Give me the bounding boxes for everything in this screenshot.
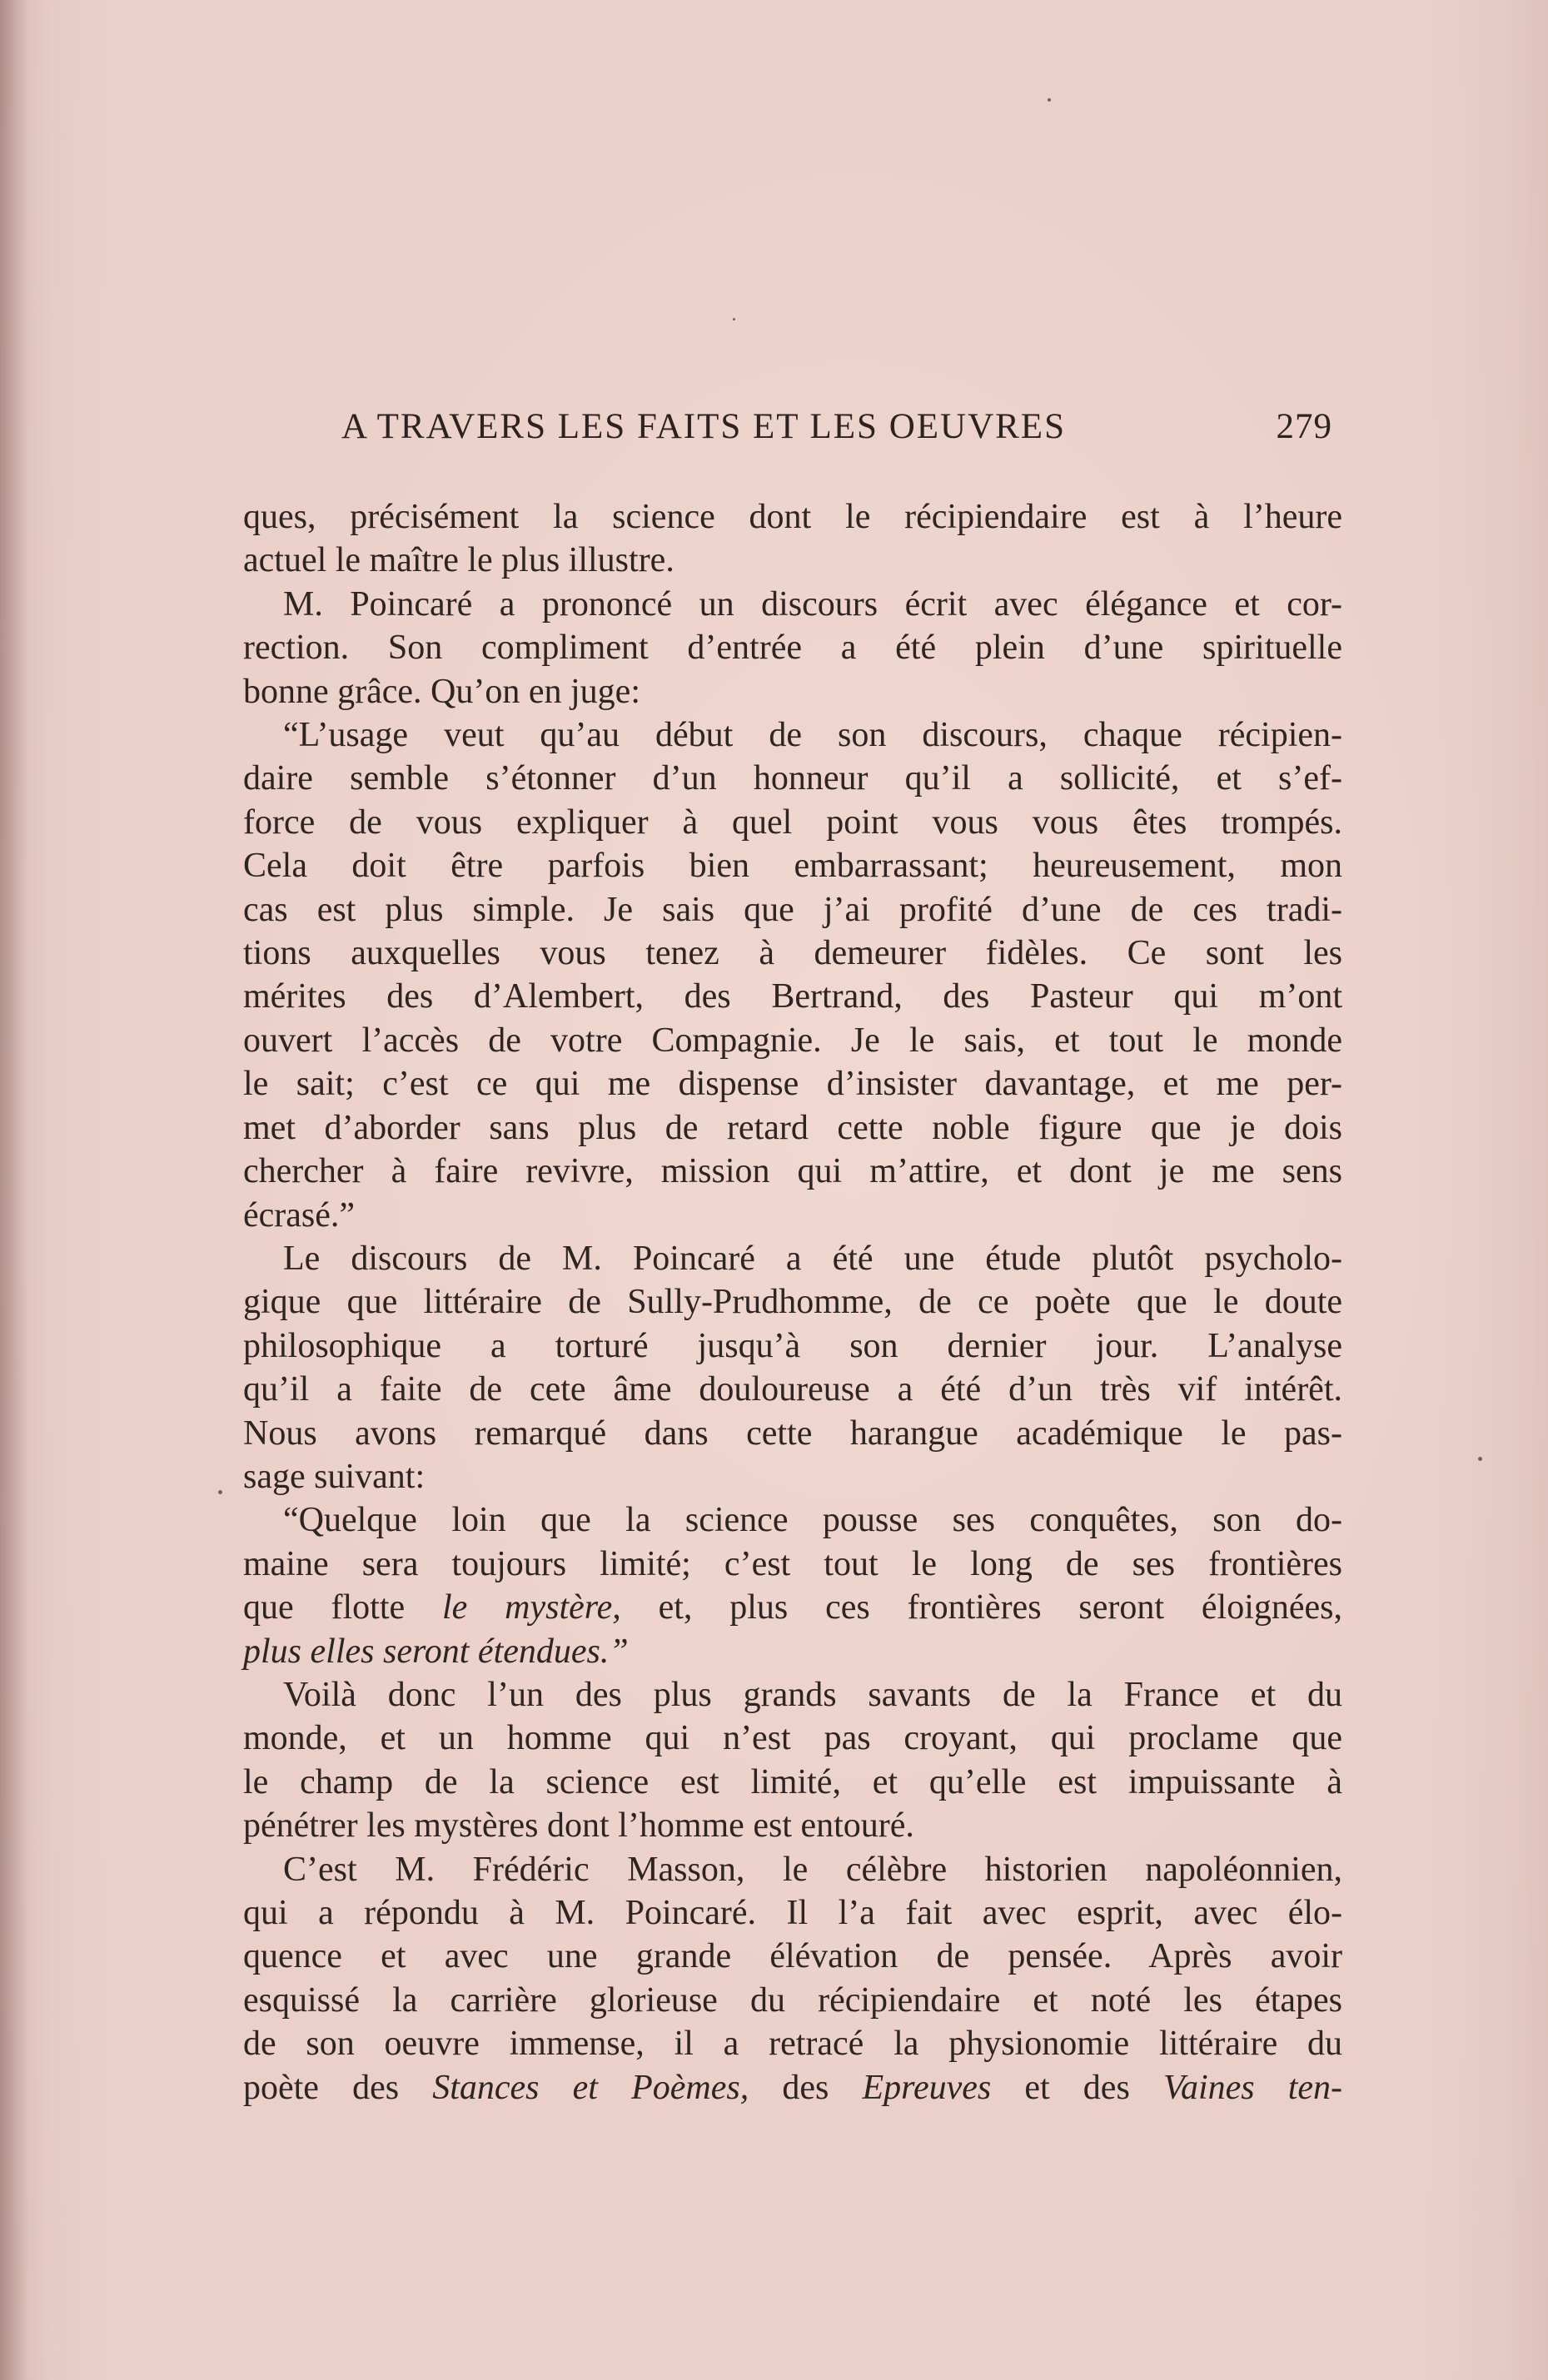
text-line: qu’il a faite de cete âme douloureuse a été d’un très vif intérêt.: [243, 1370, 1342, 1409]
text-line: de son oeuvre immense, il a retracé la physionomie littéraire du: [243, 2025, 1342, 2064]
text-segment: et, plus ces frontières seront éloignées,: [658, 1588, 1342, 1627]
text-segment: poète des: [243, 2068, 400, 2107]
text-line: actuel le maître le plus illustre.: [243, 541, 674, 580]
body-text: [243, 495, 1342, 2109]
paper-speck: [218, 1490, 222, 1494]
text-line: Nous avons remarqué dans cette harangue académique le pas-: [243, 1414, 1342, 1453]
text-line: [243, 1586, 1342, 1629]
text-line: monde, et un homme qui n’est pas croyant, qui proclame que: [243, 1719, 1342, 1758]
text-line: M. Poincaré a prononcé un discours écrit avec élégance et cor-: [283, 584, 1342, 624]
text-line: écrasé.”: [243, 1195, 356, 1235]
text-line: sage suivant:: [243, 1457, 426, 1496]
text-line: bonne grâce. Qu’on en juge:: [243, 672, 640, 711]
text-line: gique que littéraire de Sully-Prudhomme, de ce poète que le doute: [243, 1283, 1342, 1322]
text-line: quence et avec une grande élévation de pensée. Après avoir: [243, 1937, 1342, 1976]
text-line: ques, précisément la science dont le récipiendaire est à l’heure: [243, 498, 1342, 536]
text-line: “Quelque loin que la science pousse ses conquêtes, son do-: [283, 1501, 1342, 1540]
page-number: 279: [1276, 407, 1332, 446]
text-line: “L’usage veut qu’au début de son discours, chaque récipien-: [283, 716, 1342, 755]
text-line: ouvert l’accès de votre Compagnie. Je le sais, et tout le monde: [243, 1021, 1342, 1060]
text-line: tions auxquelles vous tenez à demeurer fidèles. Ce sont les: [243, 934, 1342, 973]
text-line: [243, 2066, 1342, 2109]
text-line: cas est plus simple. Je sais que j’ai profité d’une de ces tradi-: [243, 890, 1342, 929]
running-head-title: A TRAVERS LES FAITS ET LES OEUVRES: [341, 407, 1066, 446]
text-line: force de vous expliquer à quel point vous vous êtes trompés.: [243, 802, 1342, 842]
text-line: met d’aborder sans plus de retard cette noble figure que je dois: [243, 1108, 1342, 1147]
text-line: esquissé la carrière glorieuse du récipiendaire et noté les étapes: [243, 1980, 1342, 2020]
italic-phrase: le mystère,: [442, 1588, 621, 1627]
text-segment: et des: [1024, 2068, 1130, 2107]
text-line: le sait; c’est ce qui me dispense d’insister davantage, et me per-: [243, 1065, 1342, 1104]
text-line: Voilà donc l’un des plus grands savants de la France et du: [283, 1675, 1342, 1714]
text-line: philosophique a torturé jusqu’à son dernier jour. L’analyse: [243, 1326, 1342, 1365]
text-line: C’est M. Frédéric Masson, le célèbre historien napoléonnien,: [283, 1850, 1342, 1889]
text-line: qui a répondu à M. Poincaré. Il l’a fait avec esprit, avec élo-: [243, 1894, 1342, 1932]
paper-speck: [1478, 1457, 1482, 1461]
binding-shadow: [0, 0, 28, 2380]
text-line: maine sera toujours limité; c’est tout le long de ses frontières: [243, 1544, 1342, 1583]
text-line: Le discours de M. Poincaré a été une étude plutôt psycholo-: [283, 1239, 1342, 1278]
text-segment: que flotte: [243, 1588, 406, 1627]
text-line: plus elles seront étendues.”: [243, 1632, 629, 1671]
text-line: pénétrer les mystères dont l’homme est entouré.: [243, 1806, 914, 1846]
text-line: mérites des d’Alembert, des Bertrand, des Pasteur qui m’ont: [243, 977, 1342, 1016]
text-line: daire semble s’étonner d’un honneur qu’il a sollicité, et s’ef-: [243, 759, 1342, 798]
text-segment: des: [782, 2068, 829, 2107]
italic-title: Vaines ten-: [1162, 2068, 1343, 2107]
text-line: le champ de la science est limité, et qu’elle est impuissante à: [243, 1762, 1342, 1801]
italic-title: Stances et Poèmes,: [432, 2068, 749, 2107]
paper-speck: [1048, 98, 1051, 102]
text-line: rection. Son compliment d’entrée a été plein d’une spirituelle: [243, 629, 1342, 668]
italic-title: Epreuves: [862, 2068, 992, 2107]
paper-speck: [733, 318, 735, 320]
text-line: Cela doit être parfois bien embarrassant; heureusement, mon: [243, 847, 1342, 886]
running-head: [341, 406, 1332, 465]
text-line: chercher à faire revivre, mission qui m’attire, et dont je me sens: [243, 1152, 1342, 1191]
